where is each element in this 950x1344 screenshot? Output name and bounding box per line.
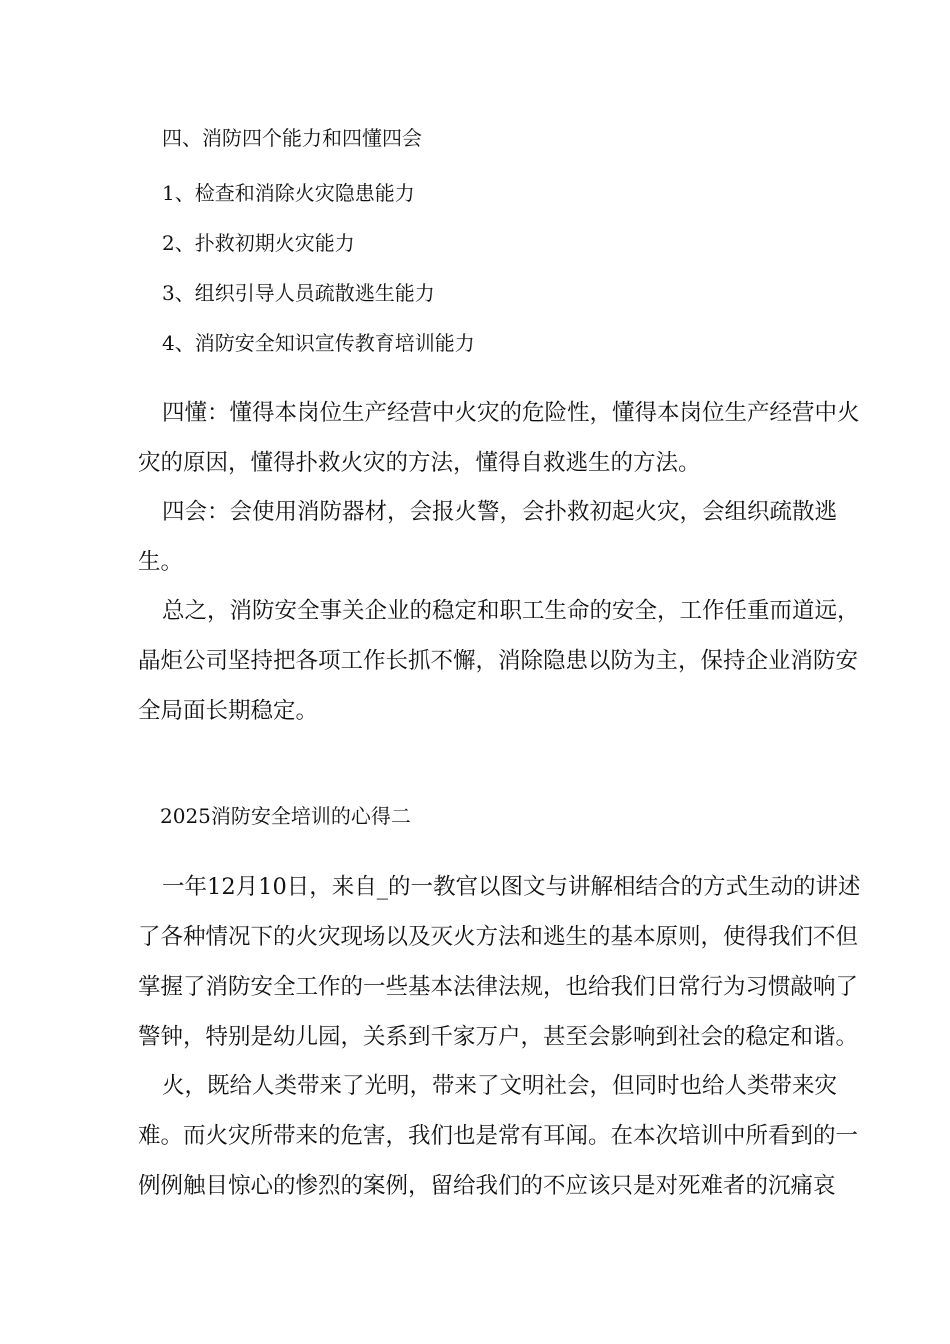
article-paragraph-1-line-3: 掌握了消防安全工作的一些基本法律法规，也给我们日常行为习惯敲响了 (138, 974, 859, 1000)
paragraph-summary-line-3: 全局面长期稳定。 (138, 698, 319, 724)
article-paragraph-1-line-4: 警钟，特别是幼儿园，关系到千家万户，甚至会影响到社会的稳定和谐。 (138, 1024, 859, 1050)
ability-item-1: 1、检查和消除火灾隐患能力 (162, 181, 415, 205)
ability-item-4: 4、消防安全知识宣传教育培训能力 (162, 331, 475, 355)
article-paragraph-2-line-1: 火，既给人类带来了光明，带来了文明社会，但同时也给人类带来灾 (162, 1073, 838, 1099)
article-paragraph-1-line-2: 了各种情况下的火灾现场以及灭火方法和逃生的基本原则，使得我们不但 (138, 924, 859, 950)
paragraph-four-understand-line-1: 四懂：懂得本岗位生产经营中火灾的危险性，懂得本岗位生产经营中火 (162, 400, 860, 426)
paragraph-summary-line-1: 总之，消防安全事关企业的稳定和职工生命的安全，工作任重而道远， (162, 598, 860, 624)
article-paragraph-2-line-3: 例例触目惊心的惨烈的案例，留给我们的不应该只是对死难者的沉痛哀 (138, 1173, 836, 1199)
article-paragraph-2-line-2: 难。而火灾所带来的危害，我们也是常有耳闻。在本次培训中所看到的一 (138, 1123, 859, 1149)
paragraph-four-skills-line-1: 四会：会使用消防器材，会报火警，会扑救初起火灾，会组织疏散逃 (162, 499, 838, 525)
ability-item-2: 2、扑救初期火灾能力 (162, 231, 355, 255)
section-heading: 四、消防四个能力和四懂四会 (162, 126, 422, 150)
article-title: 2025消防安全培训的心得二 (160, 804, 411, 828)
article-paragraph-1-line-1: 一年12月10日，来自_的一教官以图文与讲解相结合的方式生动的讲述 (162, 874, 861, 900)
paragraph-summary-line-2: 晶炬公司坚持把各项工作长抓不懈，消除隐患以防为主，保持企业消防安 (138, 648, 859, 674)
paragraph-four-skills-line-2: 生。 (138, 549, 184, 575)
paragraph-four-understand-line-2: 灾的原因，懂得扑救火灾的方法，懂得自救逃生的方法。 (138, 450, 701, 476)
ability-item-3: 3、组织引导人员疏散逃生能力 (162, 281, 435, 305)
